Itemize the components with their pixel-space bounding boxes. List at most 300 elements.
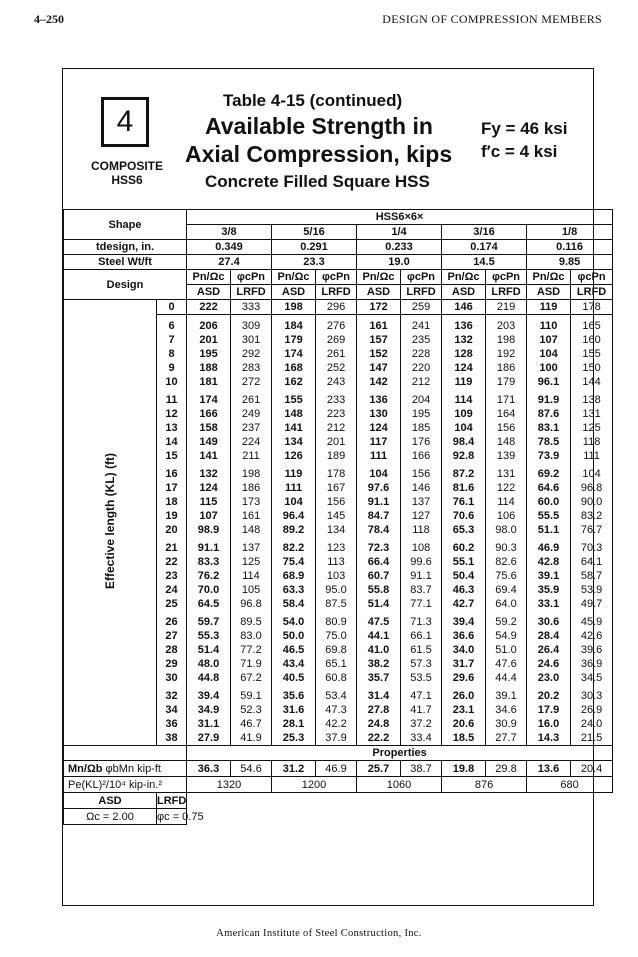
method-symbol-cell: φcPn: [316, 270, 357, 285]
kl-cell: 19: [157, 509, 187, 523]
value-cell: 132: [187, 467, 231, 481]
value-cell: 126: [272, 449, 316, 463]
yield-strength: Fy = 46 ksi: [481, 119, 568, 138]
badge-category: COMPOSITE: [90, 159, 163, 173]
moment-cell: 20.4: [571, 761, 613, 777]
properties-label: Properties: [187, 746, 613, 761]
size-cell: 5/16: [272, 225, 357, 240]
value-cell: 91.1: [401, 569, 442, 583]
value-cell: 34.5: [571, 671, 613, 685]
value-cell: 241: [401, 319, 442, 333]
axis-label-text: Effective length (KL) (ft): [103, 453, 117, 589]
value-cell: 44.1: [357, 629, 401, 643]
value-cell: 119: [527, 300, 571, 315]
value-cell: 235: [401, 333, 442, 347]
kl-cell: 9: [157, 361, 187, 375]
kl-cell: 26: [157, 615, 187, 629]
method-symbol-cell: φcPn: [231, 270, 272, 285]
size-cell: 1/8: [527, 225, 613, 240]
value-cell: 70.3: [571, 541, 613, 555]
value-cell: 98.9: [187, 523, 231, 537]
properties-row: [64, 746, 613, 761]
value-cell: 50.0: [272, 629, 316, 643]
value-cell: 73.9: [527, 449, 571, 463]
value-cell: 220: [401, 361, 442, 375]
value-cell: 70.0: [187, 583, 231, 597]
value-cell: 20.2: [527, 689, 571, 703]
value-cell: 96.8: [231, 597, 272, 611]
kl-cell: 8: [157, 347, 187, 361]
value-cell: 259: [401, 300, 442, 315]
value-cell: 104: [357, 467, 401, 481]
value-cell: 104: [272, 495, 316, 509]
value-cell: 136: [357, 393, 401, 407]
value-cell: 89.5: [231, 615, 272, 629]
value-cell: 47.3: [316, 703, 357, 717]
value-cell: 34.9: [187, 703, 231, 717]
value-cell: 156: [401, 467, 442, 481]
value-cell: 111: [357, 449, 401, 463]
value-cell: 249: [231, 407, 272, 421]
value-cell: 23.0: [527, 671, 571, 685]
value-cell: 108: [401, 541, 442, 555]
value-cell: 71.9: [231, 657, 272, 671]
value-cell: 35.6: [272, 689, 316, 703]
value-cell: 59.1: [231, 689, 272, 703]
value-cell: 89.2: [272, 523, 316, 537]
table-body: [64, 210, 613, 825]
value-cell: 128: [442, 347, 486, 361]
value-cell: 53.4: [316, 689, 357, 703]
value-cell: 161: [357, 319, 401, 333]
value-cell: 59.7: [187, 615, 231, 629]
value-cell: 173: [231, 495, 272, 509]
size-cell: 3/8: [187, 225, 272, 240]
value-cell: 261: [316, 347, 357, 361]
moment-cell: 25.7: [357, 761, 401, 777]
method-symbol-cell: φcPn: [486, 270, 527, 285]
tdesign-cell: 0.116: [527, 240, 613, 255]
value-cell: 233: [316, 393, 357, 407]
value-cell: 43.4: [272, 657, 316, 671]
value-cell: 47.6: [486, 657, 527, 671]
value-cell: 107: [187, 509, 231, 523]
value-cell: 69.2: [527, 467, 571, 481]
value-cell: 39.4: [187, 689, 231, 703]
value-cell: 30.6: [527, 615, 571, 629]
kl-cell: 24: [157, 583, 187, 597]
moment-cell: 19.8: [442, 761, 486, 777]
value-cell: 201: [187, 333, 231, 347]
value-cell: 276: [316, 319, 357, 333]
value-cell: 219: [486, 300, 527, 315]
value-cell: 57.3: [401, 657, 442, 671]
moment-asd-label: Mn/Ωb: [68, 762, 103, 775]
value-cell: 53.5: [401, 671, 442, 685]
value-cell: 174: [272, 347, 316, 361]
value-cell: 31.6: [272, 703, 316, 717]
kl-cell: 6: [157, 319, 187, 333]
method-row: [64, 270, 613, 285]
value-cell: 60.8: [316, 671, 357, 685]
value-cell: 111: [272, 481, 316, 495]
weight-cell: 14.5: [442, 255, 527, 270]
value-cell: 46.5: [272, 643, 316, 657]
value-cell: 20.6: [442, 717, 486, 731]
value-cell: 33.4: [401, 731, 442, 746]
page-number: 4–250: [34, 12, 64, 26]
value-cell: 119: [442, 375, 486, 389]
value-cell: 83.2: [571, 509, 613, 523]
asd-label: ASD: [64, 793, 157, 809]
value-cell: 51.4: [187, 643, 231, 657]
value-cell: 156: [316, 495, 357, 509]
value-cell: 45.9: [571, 615, 613, 629]
value-cell: 96.4: [272, 509, 316, 523]
value-cell: 87.5: [316, 597, 357, 611]
method-basis-cell: ASD: [527, 285, 571, 300]
value-cell: 84.7: [357, 509, 401, 523]
value-cell: 38.2: [357, 657, 401, 671]
value-cell: 44.8: [187, 671, 231, 685]
kl-cell: 36: [157, 717, 187, 731]
value-cell: 109: [442, 407, 486, 421]
value-cell: 48.0: [187, 657, 231, 671]
value-cell: 158: [187, 421, 231, 435]
moment-cell: 38.7: [401, 761, 442, 777]
value-cell: 75.4: [272, 555, 316, 569]
value-cell: 24.0: [571, 717, 613, 731]
pe-cell: 680: [527, 777, 613, 793]
value-cell: 27.7: [486, 731, 527, 746]
value-cell: 113: [316, 555, 357, 569]
moment-lrfd-label: φbMn: [105, 762, 135, 775]
value-cell: 184: [272, 319, 316, 333]
value-cell: 68.9: [272, 569, 316, 583]
value-cell: 138: [571, 393, 613, 407]
value-cell: 309: [231, 319, 272, 333]
value-cell: 125: [231, 555, 272, 569]
kl-cell: 11: [157, 393, 187, 407]
value-cell: 75.6: [486, 569, 527, 583]
value-cell: 26.4: [527, 643, 571, 657]
method-basis-cell: ASD: [187, 285, 231, 300]
value-cell: 172: [357, 300, 401, 315]
value-cell: 186: [231, 481, 272, 495]
page-header: [0, 0, 638, 40]
pe-row: [64, 777, 613, 793]
value-cell: 46.7: [231, 717, 272, 731]
value-cell: 292: [231, 347, 272, 361]
value-cell: 28.4: [527, 629, 571, 643]
value-cell: 40.5: [272, 671, 316, 685]
value-cell: 14.3: [527, 731, 571, 746]
value-cell: 189: [316, 449, 357, 463]
value-cell: 78.5: [527, 435, 571, 449]
value-cell: 39.1: [486, 689, 527, 703]
value-cell: 178: [316, 467, 357, 481]
value-cell: 44.4: [486, 671, 527, 685]
value-cell: 106: [486, 509, 527, 523]
kl-cell: 12: [157, 407, 187, 421]
value-cell: 157: [357, 333, 401, 347]
value-cell: 47.1: [401, 689, 442, 703]
omega-cell: Ωc = 2.00: [64, 809, 157, 825]
moment-label: [64, 761, 187, 777]
value-cell: 333: [231, 300, 272, 315]
value-cell: 161: [231, 509, 272, 523]
value-cell: 65.1: [316, 657, 357, 671]
kl-cell: 23: [157, 569, 187, 583]
value-cell: 76.1: [442, 495, 486, 509]
value-cell: 61.5: [401, 643, 442, 657]
method-symbol-cell: Pn/Ωc: [357, 270, 401, 285]
value-cell: 118: [571, 435, 613, 449]
value-cell: 83.1: [527, 421, 571, 435]
value-cell: 60.2: [442, 541, 486, 555]
value-cell: 83.7: [401, 583, 442, 597]
moment-cell: 46.9: [316, 761, 357, 777]
kl-cell: 7: [157, 333, 187, 347]
pe-unit: kip-in.²: [128, 778, 162, 791]
value-cell: 17.9: [527, 703, 571, 717]
pe-label-text: Pe(KL)²/10⁴: [68, 778, 126, 791]
value-cell: 185: [401, 421, 442, 435]
value-cell: 91.9: [527, 393, 571, 407]
value-cell: 155: [571, 347, 613, 361]
method-symbol-cell: Pn/Ωc: [442, 270, 486, 285]
table-frame: [62, 68, 607, 906]
value-cell: 29.6: [442, 671, 486, 685]
value-cell: 114: [231, 569, 272, 583]
value-cell: 164: [486, 407, 527, 421]
value-cell: 24.6: [527, 657, 571, 671]
pe-cell: 1200: [272, 777, 357, 793]
value-cell: 146: [442, 300, 486, 315]
value-cell: 66.1: [401, 629, 442, 643]
value-cell: 203: [486, 319, 527, 333]
value-cell: 145: [316, 509, 357, 523]
value-cell: 34.0: [442, 643, 486, 657]
value-cell: 59.2: [486, 615, 527, 629]
value-cell: 58.7: [571, 569, 613, 583]
value-cell: 243: [316, 375, 357, 389]
value-cell: 49.7: [571, 597, 613, 611]
value-cell: 37.9: [316, 731, 357, 746]
value-cell: 60.0: [527, 495, 571, 509]
value-cell: 33.1: [527, 597, 571, 611]
value-cell: 188: [187, 361, 231, 375]
kl-cell: 30: [157, 671, 187, 685]
pe-cell: 1060: [357, 777, 442, 793]
kl-cell: 20: [157, 523, 187, 537]
value-cell: 96.8: [571, 481, 613, 495]
value-cell: 228: [401, 347, 442, 361]
value-cell: 25.3: [272, 731, 316, 746]
value-cell: 98.4: [442, 435, 486, 449]
weight-label: Steel Wt/ft: [64, 255, 187, 270]
value-cell: 283: [231, 361, 272, 375]
value-cell: 87.2: [442, 467, 486, 481]
value-cell: 64.0: [486, 597, 527, 611]
value-cell: 55.3: [187, 629, 231, 643]
value-cell: 134: [272, 435, 316, 449]
value-cell: 35.7: [357, 671, 401, 685]
pe-label: [64, 777, 187, 793]
value-cell: 104: [527, 347, 571, 361]
value-cell: 31.7: [442, 657, 486, 671]
value-cell: 152: [357, 347, 401, 361]
table-heading: [63, 69, 593, 209]
value-cell: 22.2: [357, 731, 401, 746]
value-cell: 139: [486, 449, 527, 463]
value-cell: 21.5: [571, 731, 613, 746]
value-cell: 272: [231, 375, 272, 389]
value-cell: 174: [187, 393, 231, 407]
value-cell: 224: [231, 435, 272, 449]
value-cell: 77.2: [231, 643, 272, 657]
value-cell: 195: [401, 407, 442, 421]
kl-cell: 21: [157, 541, 187, 555]
value-cell: 162: [272, 375, 316, 389]
value-cell: 148: [272, 407, 316, 421]
value-cell: 137: [401, 495, 442, 509]
value-cell: 42.6: [571, 629, 613, 643]
value-cell: 114: [442, 393, 486, 407]
value-cell: 81.6: [442, 481, 486, 495]
method-basis-cell: LRFD: [316, 285, 357, 300]
table-number-badge: 4: [101, 97, 149, 147]
method-basis-cell: LRFD: [571, 285, 613, 300]
kl-cell: 29: [157, 657, 187, 671]
value-cell: 64.6: [527, 481, 571, 495]
value-cell: 98.0: [486, 523, 527, 537]
value-cell: 237: [231, 421, 272, 435]
kl-cell: 14: [157, 435, 187, 449]
value-cell: 53.9: [571, 583, 613, 597]
value-cell: 111: [571, 449, 613, 463]
table-id: Table 4-15 (continued): [223, 91, 403, 110]
value-cell: 46.3: [442, 583, 486, 597]
weight-row: [64, 255, 613, 270]
value-cell: 64.1: [571, 555, 613, 569]
effective-length-axis-label: [64, 300, 157, 746]
value-cell: 36.9: [571, 657, 613, 671]
value-cell: 71.3: [401, 615, 442, 629]
strength-grid: [63, 209, 613, 825]
value-cell: 18.5: [442, 731, 486, 746]
value-cell: 51.1: [527, 523, 571, 537]
value-cell: 100: [527, 361, 571, 375]
tdesign-row: [64, 240, 613, 255]
value-cell: 90.0: [571, 495, 613, 509]
kl-cell: 34: [157, 703, 187, 717]
lrfd-label: LRFD: [157, 794, 187, 807]
value-cell: 28.1: [272, 717, 316, 731]
value-cell: 77.1: [401, 597, 442, 611]
value-cell: 223: [316, 407, 357, 421]
value-cell: 160: [571, 333, 613, 347]
value-cell: 149: [187, 435, 231, 449]
value-cell: 165: [571, 319, 613, 333]
kl-cell: 0: [157, 300, 187, 315]
value-cell: 206: [187, 319, 231, 333]
value-cell: 141: [272, 421, 316, 435]
value-cell: 26.9: [571, 703, 613, 717]
value-cell: 155: [272, 393, 316, 407]
table-subtitle: Concrete Filled Square HSS: [205, 172, 430, 191]
value-cell: 36.6: [442, 629, 486, 643]
value-cell: 39.4: [442, 615, 486, 629]
value-cell: 178: [571, 300, 613, 315]
method-basis-cell: ASD: [357, 285, 401, 300]
value-cell: 204: [401, 393, 442, 407]
value-cell: 198: [486, 333, 527, 347]
value-cell: 46.9: [527, 541, 571, 555]
value-cell: 27.9: [187, 731, 231, 746]
value-cell: 181: [187, 375, 231, 389]
value-cell: 261: [231, 393, 272, 407]
value-cell: 146: [401, 481, 442, 495]
value-cell: 212: [316, 421, 357, 435]
value-cell: 132: [442, 333, 486, 347]
size-cell: 1/4: [357, 225, 442, 240]
value-cell: 80.9: [316, 615, 357, 629]
value-cell: 24.8: [357, 717, 401, 731]
value-cell: 95.0: [316, 583, 357, 597]
value-cell: 136: [442, 319, 486, 333]
value-cell: 27.8: [357, 703, 401, 717]
value-cell: 83.3: [187, 555, 231, 569]
value-cell: 176: [401, 435, 442, 449]
value-cell: 117: [357, 435, 401, 449]
shape-name: HSS6×6×: [187, 210, 613, 225]
method-symbol-cell: Pn/Ωc: [187, 270, 231, 285]
shape-label: Shape: [64, 210, 187, 240]
value-cell: 134: [316, 523, 357, 537]
tdesign-cell: 0.291: [272, 240, 357, 255]
strength-table: [63, 209, 607, 825]
weight-cell: 23.3: [272, 255, 357, 270]
value-cell: 51.4: [357, 597, 401, 611]
value-cell: 131: [571, 407, 613, 421]
value-cell: 131: [486, 467, 527, 481]
table-row: [64, 300, 613, 315]
value-cell: 104: [442, 421, 486, 435]
pe-cell: 1320: [187, 777, 272, 793]
value-cell: 55.5: [527, 509, 571, 523]
value-cell: 125: [571, 421, 613, 435]
method-basis-cell: ASD: [272, 285, 316, 300]
tdesign-cell: 0.349: [187, 240, 272, 255]
value-cell: 70.6: [442, 509, 486, 523]
value-cell: 118: [401, 523, 442, 537]
value-cell: 142: [357, 375, 401, 389]
method-basis-cell: LRFD: [231, 285, 272, 300]
value-cell: 179: [486, 375, 527, 389]
method-basis-cell: ASD: [442, 285, 486, 300]
value-cell: 114: [486, 495, 527, 509]
value-cell: 78.4: [357, 523, 401, 537]
weight-cell: 9.85: [527, 255, 613, 270]
value-cell: 30.9: [486, 717, 527, 731]
value-cell: 156: [486, 421, 527, 435]
value-cell: 76.2: [187, 569, 231, 583]
value-cell: 66.4: [357, 555, 401, 569]
value-cell: 54.9: [486, 629, 527, 643]
method-symbol-cell: Pn/Ωc: [272, 270, 316, 285]
value-cell: 124: [442, 361, 486, 375]
